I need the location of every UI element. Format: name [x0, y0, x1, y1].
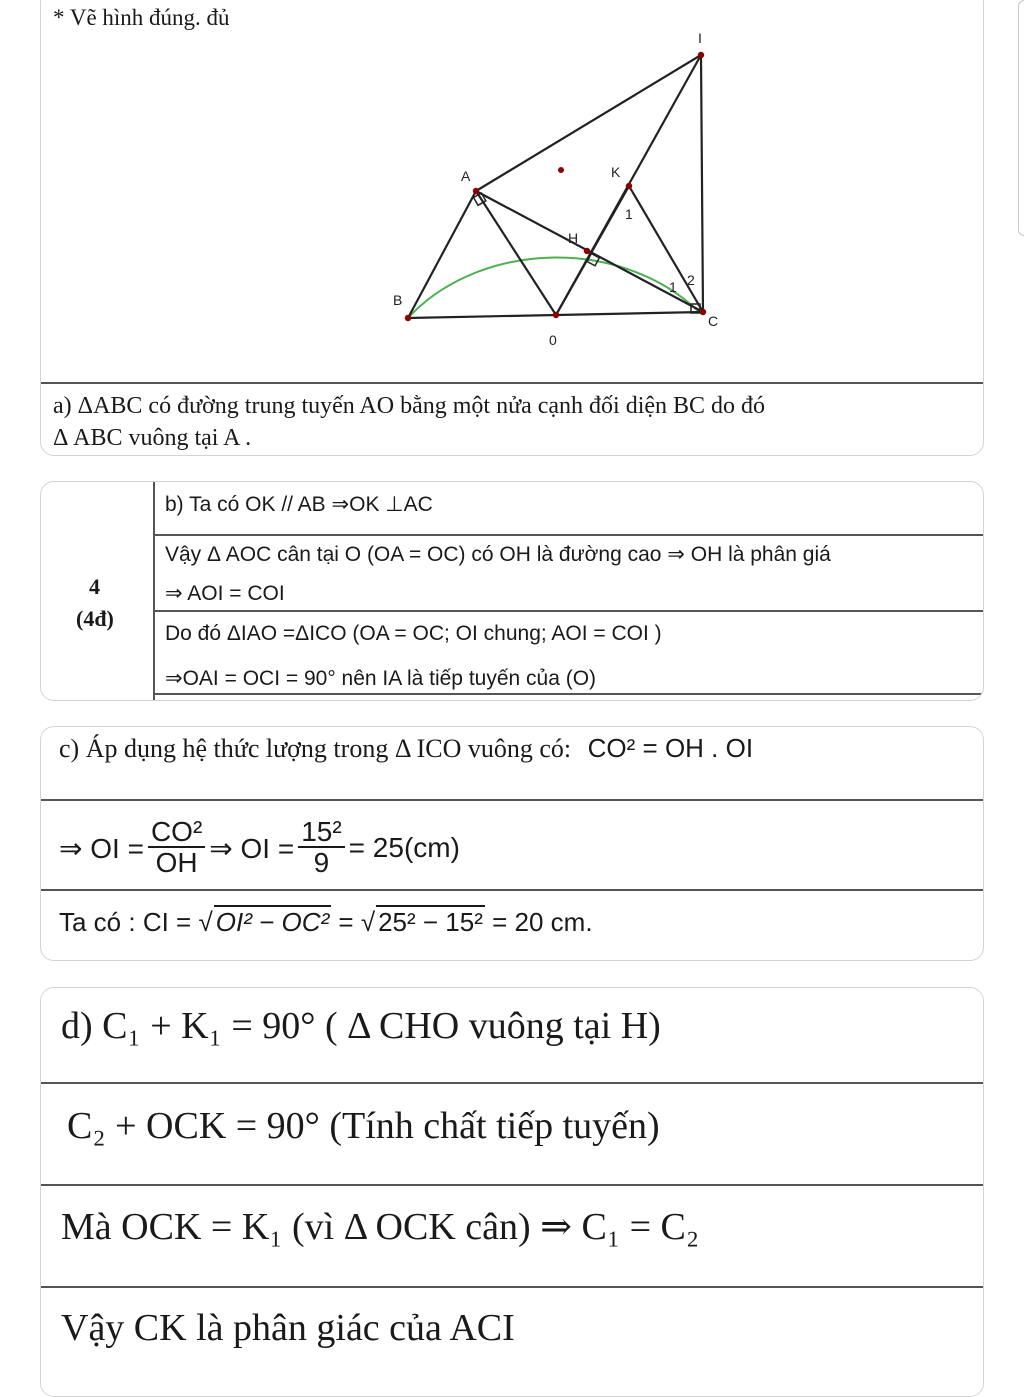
segment-AI	[476, 55, 701, 191]
part-c-card	[40, 726, 984, 961]
fraction-denominator: 9	[313, 847, 330, 879]
part-d-line3: Mà OCK = K₁ (vì Δ OCK cân) ⇒ C₁ = C₂	[61, 1206, 700, 1248]
part-b-line2: Vậy Δ AOC cân tại O (OA = OC) có OH là đường cao ⇒ OH là phân giá	[165, 543, 831, 566]
sqrt-symbol: √	[360, 907, 376, 937]
divider	[153, 534, 984, 536]
label-K: K	[611, 164, 621, 180]
question-number: 4	[89, 574, 100, 599]
point-H	[584, 248, 590, 254]
part-c-l3-c: = 20 cm.	[492, 907, 593, 937]
part-d-line2: C₂ + OCK = 90° (Tính chất tiếp tuyến)	[67, 1105, 660, 1147]
fraction-15sq-over-9	[298, 817, 344, 879]
fraction-numerator: 15²	[298, 817, 344, 848]
fraction-denominator: OH	[155, 847, 198, 879]
part-a-line2: Δ ABC vuông tại A .	[53, 425, 252, 451]
point-A	[473, 188, 479, 194]
figure-card	[40, 0, 984, 456]
part-b-card	[40, 481, 984, 701]
point-B	[405, 315, 411, 321]
sqrt-symbol: √	[198, 907, 213, 937]
divider	[41, 1184, 984, 1186]
fraction-numerator: CO²	[148, 817, 205, 848]
part-d-card	[40, 987, 984, 1397]
part-b-line4: Do đó ΔIAO =ΔICO (OA = OC; OI chung; AOI = COI )	[165, 622, 662, 645]
part-c-line1-text: c) Áp dụng hệ thức lượng trong Δ ICO vuông có:	[59, 734, 572, 763]
divider	[41, 889, 984, 891]
segment-IC	[701, 55, 703, 312]
part-c-line3	[59, 905, 593, 938]
part-c-l2-b: ⇒ OI =	[209, 832, 295, 864]
sqrt-oi-oc: OI² − OC²	[215, 907, 330, 937]
label-B: B	[393, 292, 403, 308]
fraction-co2-over-oh	[148, 817, 205, 879]
divider	[41, 382, 984, 384]
part-d-line4: Vậy CK là phân giác của ACI	[61, 1307, 515, 1349]
label-I: I	[698, 30, 702, 46]
label-O: 0	[549, 332, 557, 348]
part-c-line2	[59, 807, 460, 889]
part-c-line1	[59, 733, 753, 764]
label-c1: 1	[669, 279, 677, 295]
question-points: (4đ)	[76, 606, 114, 631]
label-C: C	[708, 313, 719, 329]
segment-AO	[476, 191, 556, 315]
part-c-l3-a: Ta có : CI =	[59, 907, 192, 937]
part-c-line1-math: CO² = OH . OI	[587, 733, 754, 763]
part-c-l2-c: = 25(cm)	[348, 832, 460, 863]
part-b-line3: ⇒ AOI = COI	[165, 582, 285, 605]
sqrt-25-15: 25² − 15²	[378, 907, 483, 937]
table-column-divider	[153, 482, 155, 701]
figure-heading: * Vẽ hình đúng. đủ	[53, 5, 230, 30]
part-c-l3-b: =	[338, 907, 354, 937]
segment-BA	[408, 191, 476, 318]
arc-midpoint	[558, 167, 564, 173]
part-a-line1: a) ΔABC có đường trung tuyến AO bằng một nửa cạnh đối diện BC do đó	[53, 393, 766, 419]
label-c2: 2	[687, 272, 695, 288]
divider	[153, 693, 984, 695]
label-H: H	[568, 230, 579, 246]
divider	[41, 799, 984, 801]
part-d-line1: d) C₁ + K₁ = 90° ( Δ CHO vuông tại H)	[61, 1005, 661, 1047]
label-k1: 1	[625, 206, 633, 222]
scrollbar[interactable]	[1018, 0, 1024, 236]
geometry-figure	[41, 0, 984, 369]
part-c-l2-a: ⇒ OI =	[59, 832, 144, 864]
point-I	[698, 52, 704, 58]
point-C	[700, 309, 706, 315]
point-O	[553, 312, 559, 318]
part-b-line1: b) Ta có OK // AB ⇒OK ⊥AC	[165, 493, 433, 516]
label-A: A	[461, 168, 471, 184]
divider	[41, 1082, 984, 1084]
divider	[153, 610, 984, 612]
divider	[41, 1286, 984, 1288]
part-b-line5: ⇒OAI = OCI = 90° nên IA là tiếp tuyến của (O)	[165, 667, 597, 690]
point-K	[626, 183, 632, 189]
